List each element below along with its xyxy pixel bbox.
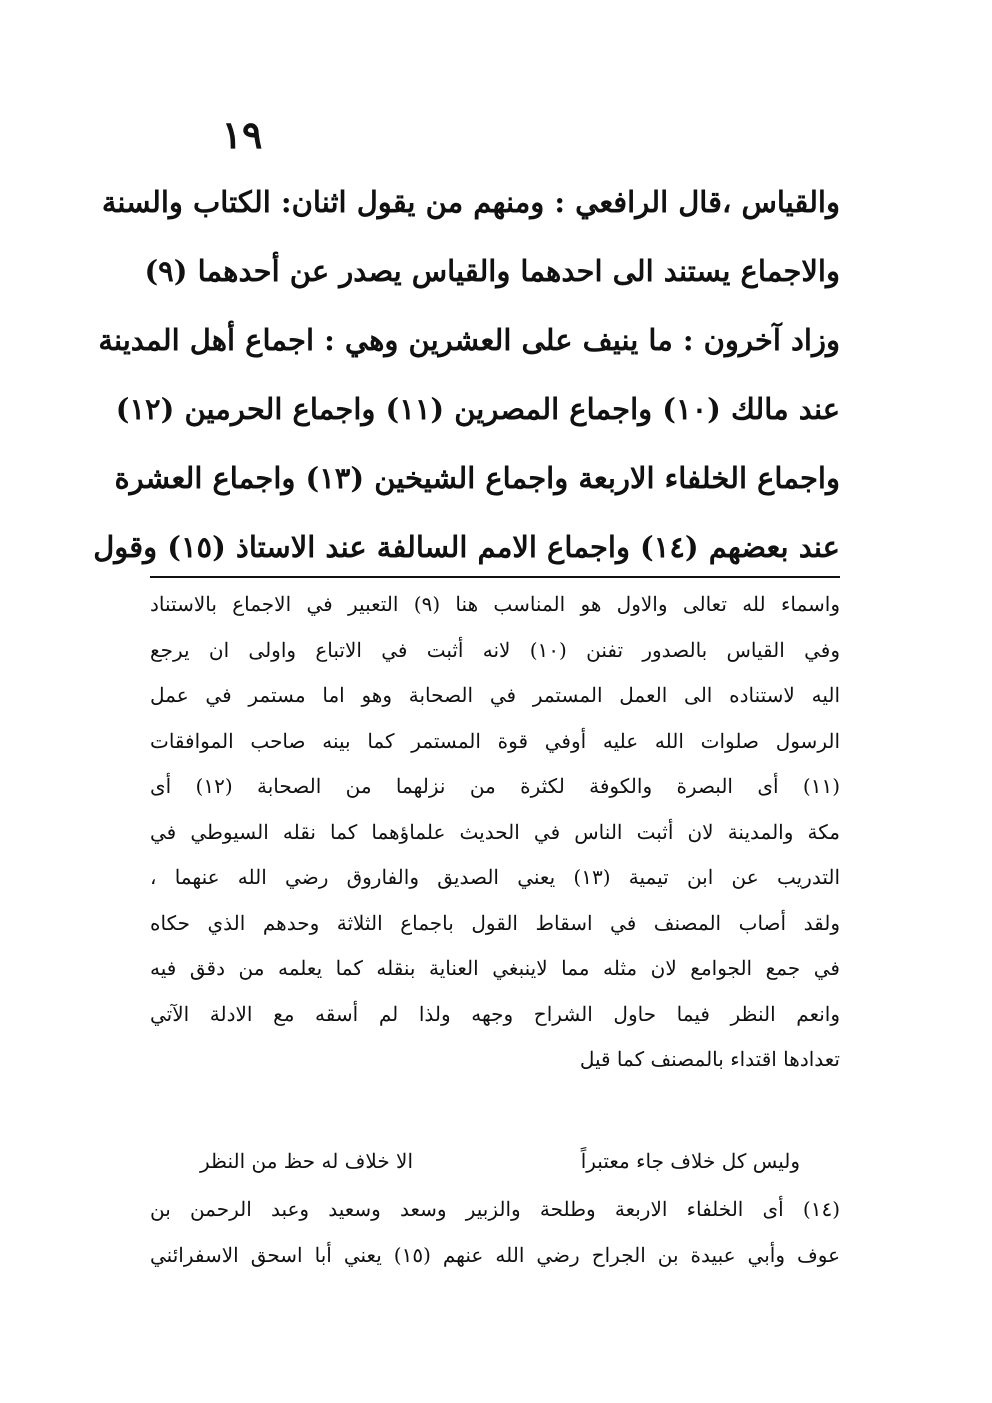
main-text-line: عند بعضهم (١٤) واجماع الامم السالفة عند الاستاذ (١٥) وقول (93, 530, 840, 564)
footnote-line: (١٤) أى الخلفاء الاربعة وطلحة والزبير وسعد وسعيد وعبد الرحمن بن (150, 1197, 840, 1221)
footnote-line: واسماء لله تعالى والاول هو المناسب هنا (٩) التعبير في الاجماع بالاستناد (150, 592, 840, 616)
main-text-line: وزاد آخرون : ما ينيف على العشرين وهي : اجماع أهل المدينة (98, 323, 840, 357)
verse-line (200, 1138, 800, 1184)
footnote-line: عوف وأبي عبيدة بن الجراح رضي الله عنهم (١٥) يعني أبا اسحق الاسفرائني (150, 1243, 840, 1267)
footnote-line: (١١) أى البصرة والكوفة لكثرة من نزلهما من الصحابة (١٢) أى (150, 774, 840, 798)
main-text-line: والاجماع يستند الى احدهما والقياس يصدر عن أحدهما (٩) (144, 254, 840, 288)
footnote-line: مكة والمدينة لان أثبت الناس في الحديث علماؤهما كما نقله السيوطي في (150, 819, 840, 844)
footnotes-continued (150, 1186, 840, 1278)
footnote-line: الرسول صلوات الله عليه أوفي قوة المستمر كما بينه صاحب الموافقات (150, 728, 840, 753)
main-text-line: عند مالك (١٠) واجماع المصرين (١١) واجماع الحرمين (١٢) (115, 392, 840, 426)
page-number: ١٩ (221, 112, 263, 157)
footnote-line: وانعم النظر فيما حاول الشراح وجهه ولذا لم أسقه مع الادلة الآتي (150, 1001, 840, 1026)
verse-first-hemistich: وليس كل خلاف جاء معتبراً (580, 1149, 800, 1173)
footnote-line: اليه لاستناده الى العمل المستمر في الصحابة وهو اما مستمر في عمل (150, 683, 840, 707)
footnote-line: التدريب عن ابن تيمية (١٣) يعني الصديق والفاروق رضي الله عنهما ، (150, 865, 841, 889)
main-text (93, 168, 840, 582)
footnote-line: تعدادها اقتداء بالمصنف كما قيل (579, 1047, 840, 1071)
footnote-separator (150, 576, 840, 578)
verse-second-hemistich: الا خلاف له حظ من النظر (200, 1149, 414, 1173)
main-text-line: واجماع الخلفاء الاربعة واجماع الشيخين (١٣) واجماع العشرة (114, 461, 840, 495)
footnotes (150, 582, 840, 1083)
main-text-line: والقياس ،قال الرافعي : ومنهم من يقول اثنان: الكتاب والسنة (101, 185, 840, 219)
footnote-line: ولقد أصاب المصنف في اسقاط القول باجماع الثلاثة وحدهم الذي حكاه (150, 910, 840, 935)
footnote-line: وفي القياس بالصدور تفنن (١٠) لانه أثبت في الاتباع واولى ان يرجع (150, 637, 840, 662)
footnote-line: في جمع الجوامع لان مثله مما لاينبغي العناية بنقله كما يعلمه من دقق فيه (150, 956, 840, 980)
